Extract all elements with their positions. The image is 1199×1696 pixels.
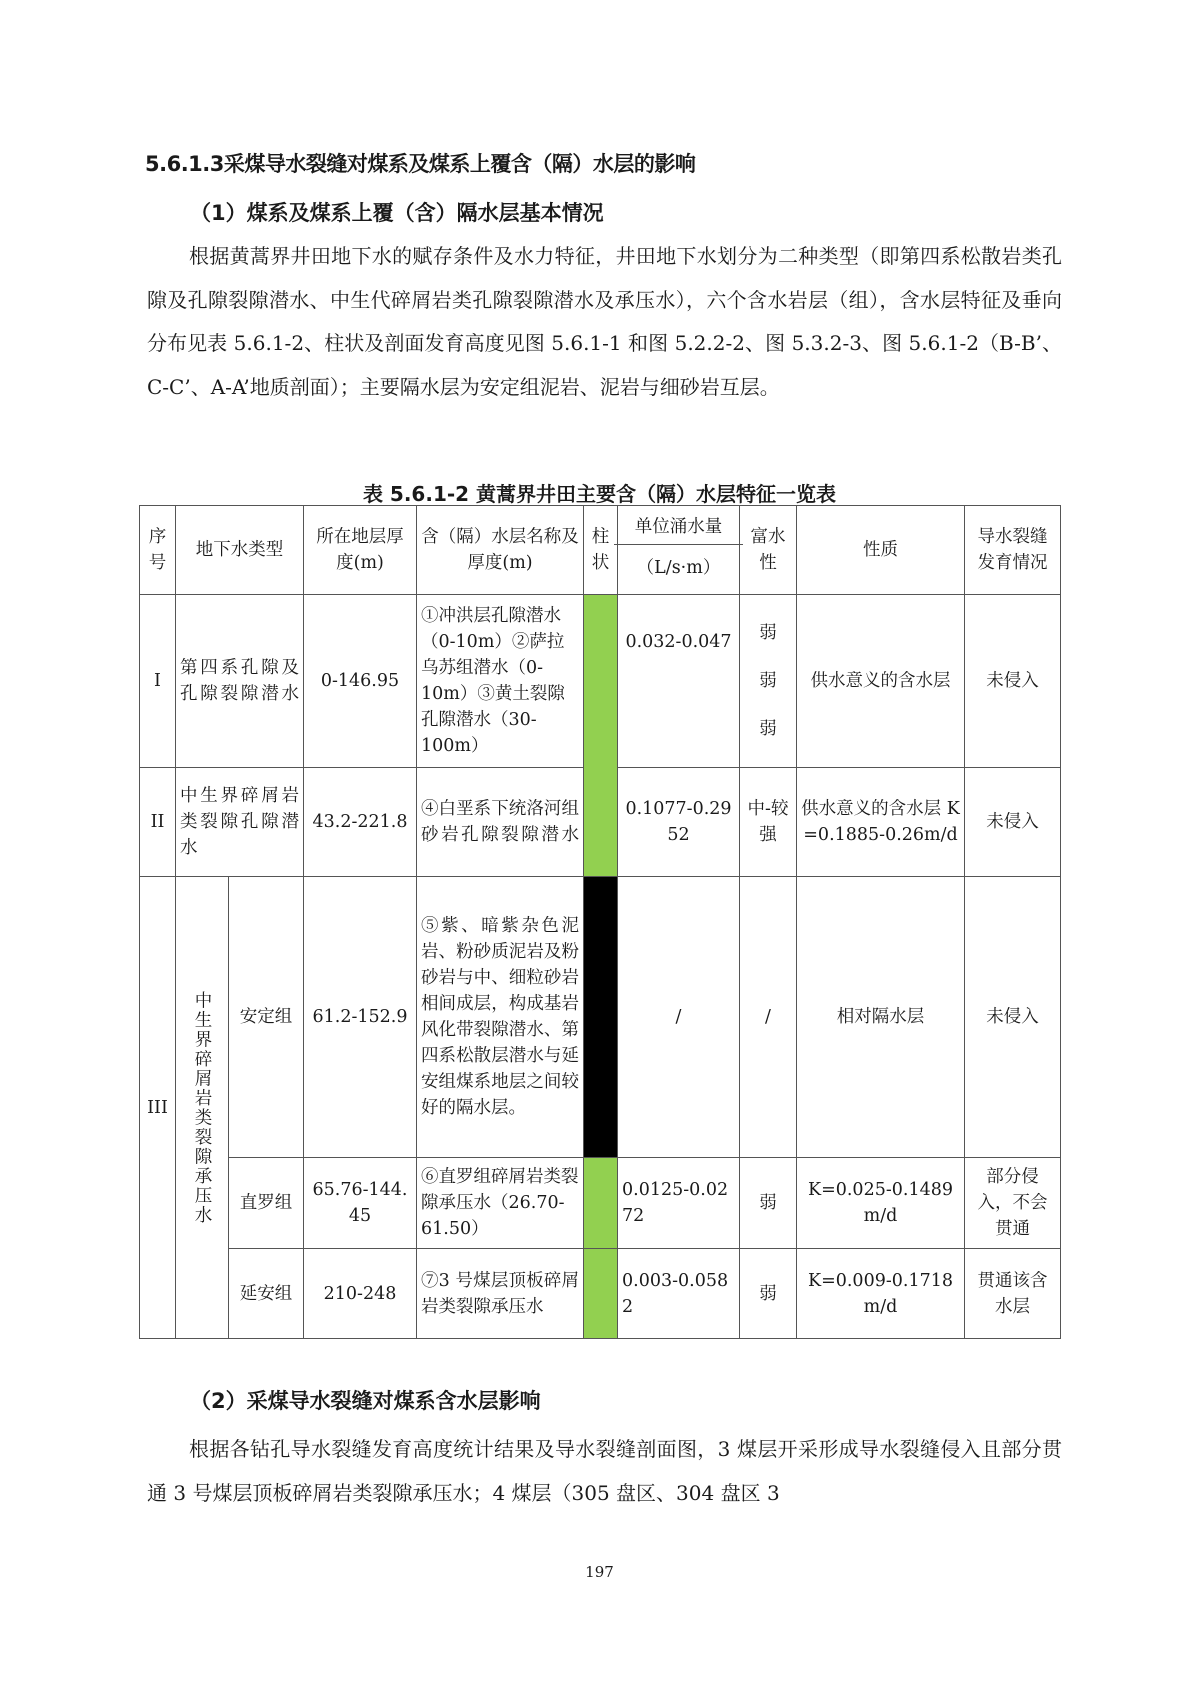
cell-richness: 中-较强 [740, 768, 797, 877]
cell-layer-name: ⑥直罗组碎屑岩类裂隙承压水（26.70-61.50） [417, 1158, 584, 1249]
column-swatch-aquifer [584, 1158, 618, 1249]
aquifer-table [139, 505, 1061, 1339]
header-seq [140, 506, 176, 595]
cell-layer-name: ⑦3 号煤层顶板碎屑岩类裂隙承压水 [417, 1249, 584, 1339]
paragraph-2: 根据各钻孔导水裂缝发育高度统计结果及导水裂缝剖面图，3 煤层开采形成导水裂缝侵入且部分贯通 3 号煤层顶板碎屑岩类裂隙承压水；4 煤层（305 盘区、304 盘区 3 [147, 1437, 1062, 1505]
header-richness: 富水性 [740, 506, 797, 595]
cell-type-vertical: 中生界碎屑岩类裂隙承压水 [192, 990, 212, 1225]
cell-unit-yield: 0.0125-0.0272 [618, 1158, 740, 1249]
cell-richness: / [740, 877, 797, 1158]
cell-layer-name: ①冲洪层孔隙潜水（0-10m）②萨拉乌苏组潜水（0-10m）③黄土裂隙孔隙潜水（30-100m） [417, 595, 584, 768]
cell-fracture: 贯通该含水层 [965, 1249, 1061, 1339]
cell-nature: K=0.025-0.1489m/d [797, 1158, 965, 1249]
header-unit-yield-unit: （L/s·m） [636, 557, 721, 578]
cell-thickness: 210-248 [304, 1249, 417, 1339]
table-caption: 表 5.6.1-2 黄蒿界井田主要含（隔）水层特征一览表 [362, 482, 837, 506]
cell-fracture: 未侵入 [965, 877, 1061, 1158]
column-swatch-aquitard [584, 877, 618, 1158]
cell-layer-name: ④白垩系下统洛河组砂岩孔隙裂隙潜水 [417, 768, 584, 877]
cell-richness [740, 595, 797, 768]
cell-seq: II [140, 768, 176, 877]
page-number: 197 [585, 1563, 614, 1581]
cell-unit-yield: / [618, 877, 740, 1158]
cell-type: 中生界碎屑岩类裂隙孔隙潜水 [176, 768, 304, 877]
cell-thickness: 43.2-221.8 [304, 768, 417, 877]
column-swatch-aquifer [584, 595, 618, 877]
cell-seq: III [140, 877, 176, 1339]
table-row [140, 877, 1061, 1158]
header-fracture: 导水裂缝发育情况 [965, 506, 1061, 595]
cell-nature: K=0.009-0.1718m/d [797, 1249, 965, 1339]
cell-type: 第四系孔隙及孔隙裂隙潜水 [176, 595, 304, 768]
cell-nature: 供水意义的含水层 [797, 595, 965, 768]
cell-unit-yield: 0.1077-0.2952 [618, 768, 740, 877]
cell-formation: 延安组 [229, 1249, 304, 1339]
header-unit-yield-label: 单位涌水量 [634, 516, 723, 537]
cell-fracture: 未侵入 [965, 768, 1061, 877]
cell-formation: 安定组 [229, 877, 304, 1158]
richness-3: 弱 [759, 719, 777, 739]
header-seq-label: 序号 [148, 527, 167, 573]
table-row [140, 1249, 1061, 1339]
cell-unit-yield: 0.032-0.047 [618, 595, 740, 768]
cell-unit-yield: 0.003-0.0582 [618, 1249, 740, 1339]
richness-1: 弱 [759, 623, 777, 643]
header-layer-name: 含（隔）水层名称及厚度(m) [417, 506, 584, 595]
cell-seq: I [140, 595, 176, 768]
cell-nature: 相对隔水层 [797, 877, 965, 1158]
header-type: 地下水类型 [176, 506, 304, 595]
table-row [140, 1158, 1061, 1249]
cell-layer-name: ⑤紫、暗紫杂色泥岩、粉砂质泥岩及粉砂岩与中、细粒砂岩相间成层，构成基岩风化带裂隙潜水、第四系松散层潜水与延安组煤系地层之间较好的隔水层。 [417, 877, 584, 1158]
header-unit-yield [618, 506, 740, 595]
section-heading: 5.6.1.3采煤导水裂缝对煤系及煤系上覆含（隔）水层的影响 [145, 152, 696, 176]
header-nature: 性质 [797, 506, 965, 595]
cell-formation: 直罗组 [229, 1158, 304, 1249]
header-column: 柱状 [584, 506, 618, 595]
cell-fracture: 未侵入 [965, 595, 1061, 768]
subsection-heading-1: （1）煤系及煤系上覆（含）隔水层基本情况 [190, 201, 604, 225]
table-row [140, 595, 1061, 768]
cell-thickness: 65.76-144.45 [304, 1158, 417, 1249]
header-thickness: 所在地层厚度(m) [304, 506, 417, 595]
cell-nature: 供水意义的含水层 K=0.1885-0.26m/d [797, 768, 965, 877]
cell-richness: 弱 [740, 1249, 797, 1339]
cell-type [176, 877, 229, 1339]
paragraph-1: 根据黄蒿界井田地下水的赋存条件及水力特征，井田地下水划分为二种类型（即第四系松散岩类孔隙及孔隙裂隙潜水、中生代碎屑岩类孔隙裂隙潜水及承压水），六个含水岩层（组），含水层特征及垂向分布见表 5.6.1-2、柱状及剖面发育高度见图 5.6.1-1 和图 5.2.2-2、图 5.3.2-3、图 5.6.1-2（B-B’、C-C’、A-A’地质剖面）；主要隔水层为安定组泥岩、泥岩与细砂岩互层。 [147, 244, 1062, 399]
table-header-row [140, 506, 1061, 595]
richness-2: 弱 [759, 671, 777, 691]
cell-thickness: 61.2-152.9 [304, 877, 417, 1158]
cell-fracture: 部分侵入，不会贯通 [965, 1158, 1061, 1249]
cell-thickness: 0-146.95 [304, 595, 417, 768]
column-swatch-aquifer [584, 1249, 618, 1339]
subsection-heading-2: （2）采煤导水裂缝对煤系含水层影响 [190, 1389, 541, 1413]
cell-richness: 弱 [740, 1158, 797, 1249]
